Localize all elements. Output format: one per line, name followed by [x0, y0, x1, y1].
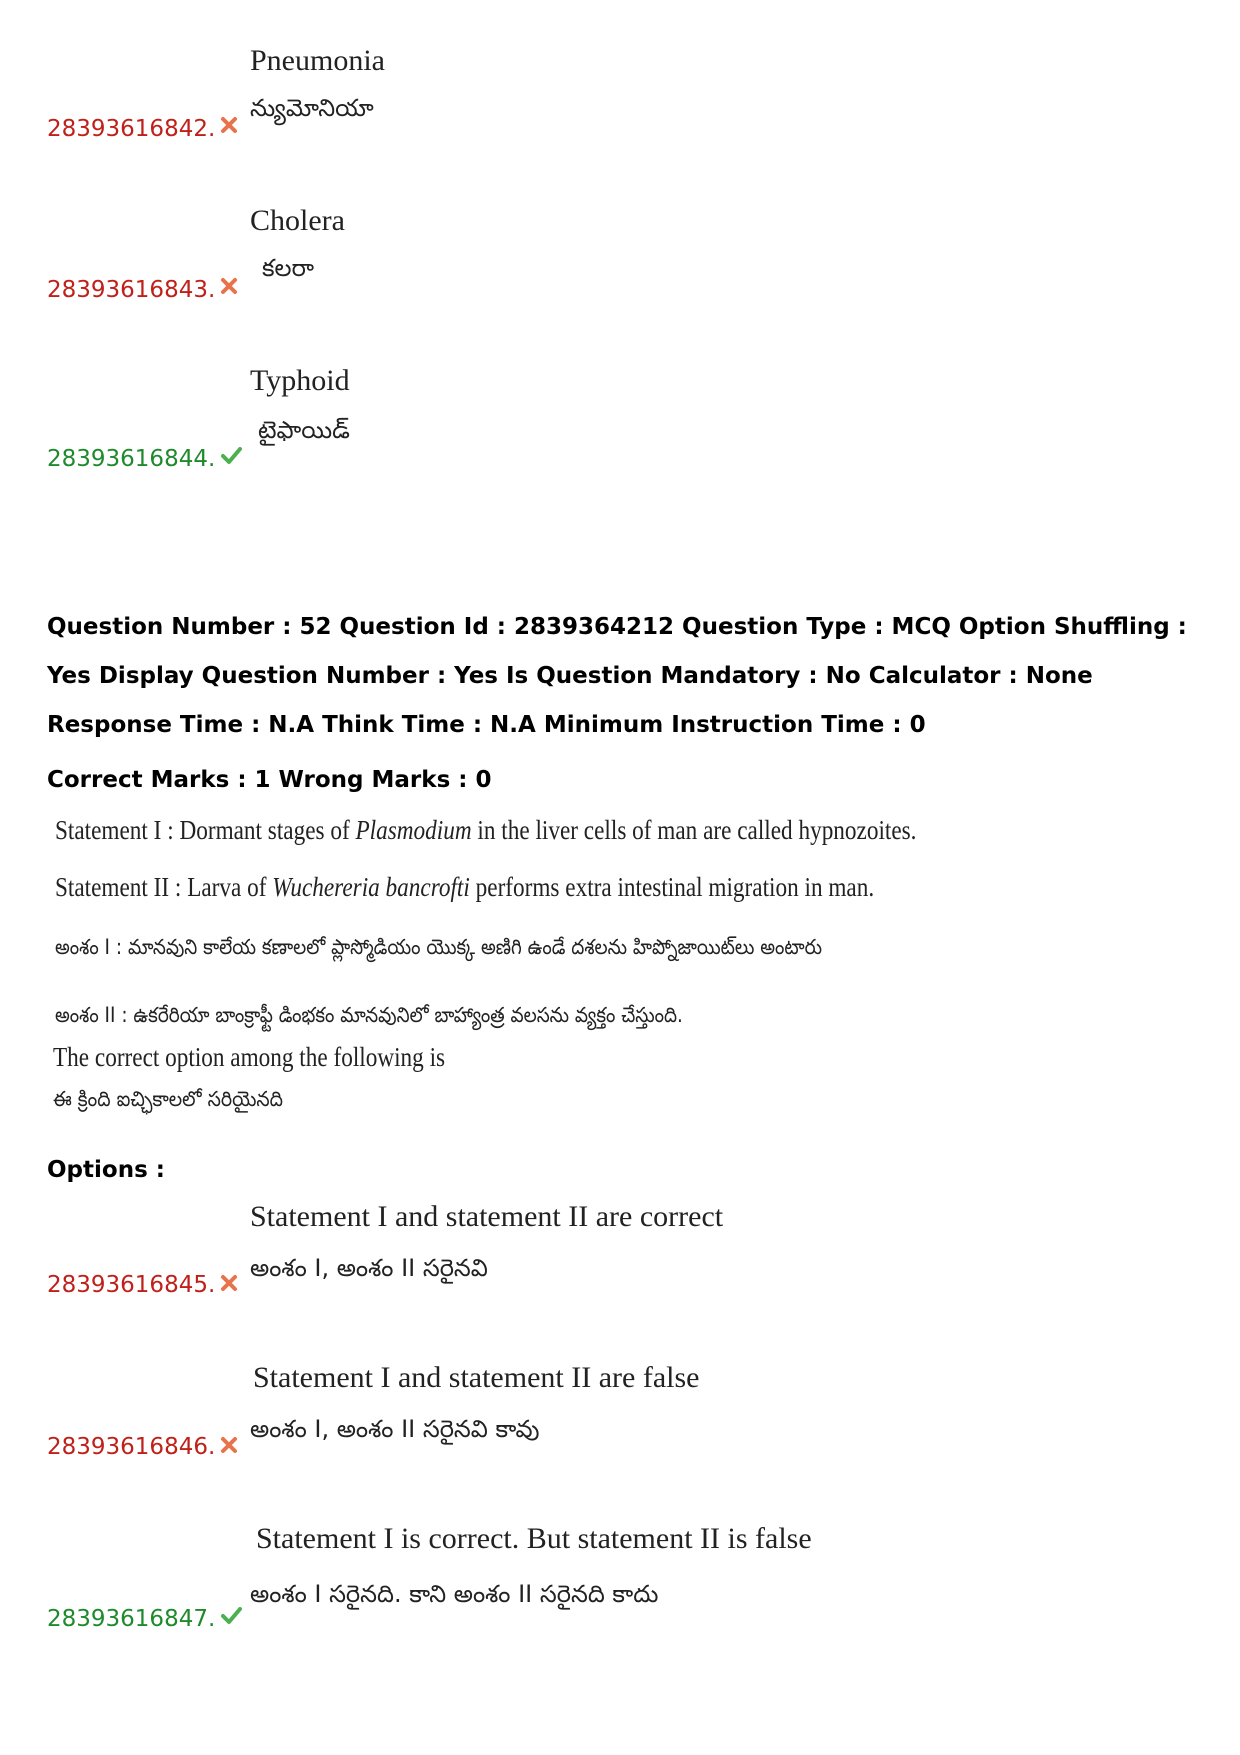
option-text-en: Statement I and statement II are correct: [250, 1200, 724, 1233]
statement-2-suffix: performs extra intestinal migration in man.: [469, 872, 875, 902]
option-text-en: Pneumonia: [250, 44, 385, 77]
question-meta: Question Number : 52 Question Id : 2839364212 Question Type : MCQ Option Shuffling : Yes Display Question Number : Yes Is Question Mandatory : No Calculator : None Response Time : N.A Think Time : N.A Minimum Instruction Time : 0: [47, 614, 1187, 738]
marks-line: Correct Marks : 1 Wrong Marks : 0: [47, 767, 492, 793]
check-icon: [218, 1604, 244, 1626]
check-icon: [218, 444, 244, 466]
statement-1-prefix: Statement I : Dormant stages of: [55, 815, 356, 845]
option-id: 28393616847.: [47, 1606, 216, 1632]
statement-1-italic: Plasmodium: [355, 815, 472, 845]
option-text-te: కలరా: [262, 254, 315, 282]
option-id: 28393616845.: [47, 1272, 216, 1298]
statement-1-te: అంశం I : మానవుని కాలేయ కణాలలో ప్లాస్మోడియం యొక్క అణిగి ఉండే దశలను హిప్నోజాయిట్‌లు అంటారు: [55, 935, 822, 959]
option-text-en: Cholera: [250, 204, 345, 237]
prompt-te: ఈ క్రింది ఐచ్ఛికాలలో సరియైనది: [53, 1087, 284, 1111]
statement-2-en: [55, 872, 874, 903]
option-id: 28393616843.: [47, 277, 216, 303]
cross-icon: [218, 1434, 240, 1456]
option-text-en: Statement I is correct. But statement II is false: [256, 1522, 812, 1555]
option-text-te: అంశం I సరైనది. కాని అంశం II సరైనది కాదు: [250, 1580, 659, 1608]
option-text-en: Statement I and statement II are false: [253, 1361, 700, 1394]
statement-2-te: అంశం II : ఉకరేరియా బాంక్రాఫ్టీ డింభకం మానవునిలో బాహ్యాంత్ర వలసను వ్యక్తం చేస్తుంది.: [55, 1003, 683, 1027]
statement-1-suffix: in the liver cells of man are called hypnozoites.: [471, 815, 917, 845]
cross-icon: [218, 275, 240, 297]
cross-icon: [218, 114, 240, 136]
option-text-te: టైఫాయిడ్: [258, 416, 350, 444]
option-text-te: న్యుమోనియా: [250, 94, 374, 122]
option-text-te: అంశం I, అంశం II సరైనవి: [250, 1254, 488, 1282]
options-label: Options :: [47, 1157, 165, 1183]
option-text-en: Typhoid: [250, 364, 350, 397]
option-id: 28393616842.: [47, 116, 216, 142]
statement-1-en: [55, 815, 916, 846]
option-id: 28393616844.: [47, 446, 216, 472]
statement-2-italic: Wuchereria bancrofti: [272, 872, 470, 902]
option-id: 28393616846.: [47, 1434, 216, 1460]
option-text-te: అంశం I, అంశం II సరైనవి కావు: [250, 1415, 540, 1443]
statement-2-prefix: Statement II : Larva of: [55, 872, 273, 902]
prompt-en: The correct option among the following is: [53, 1042, 446, 1072]
cross-icon: [218, 1272, 240, 1294]
